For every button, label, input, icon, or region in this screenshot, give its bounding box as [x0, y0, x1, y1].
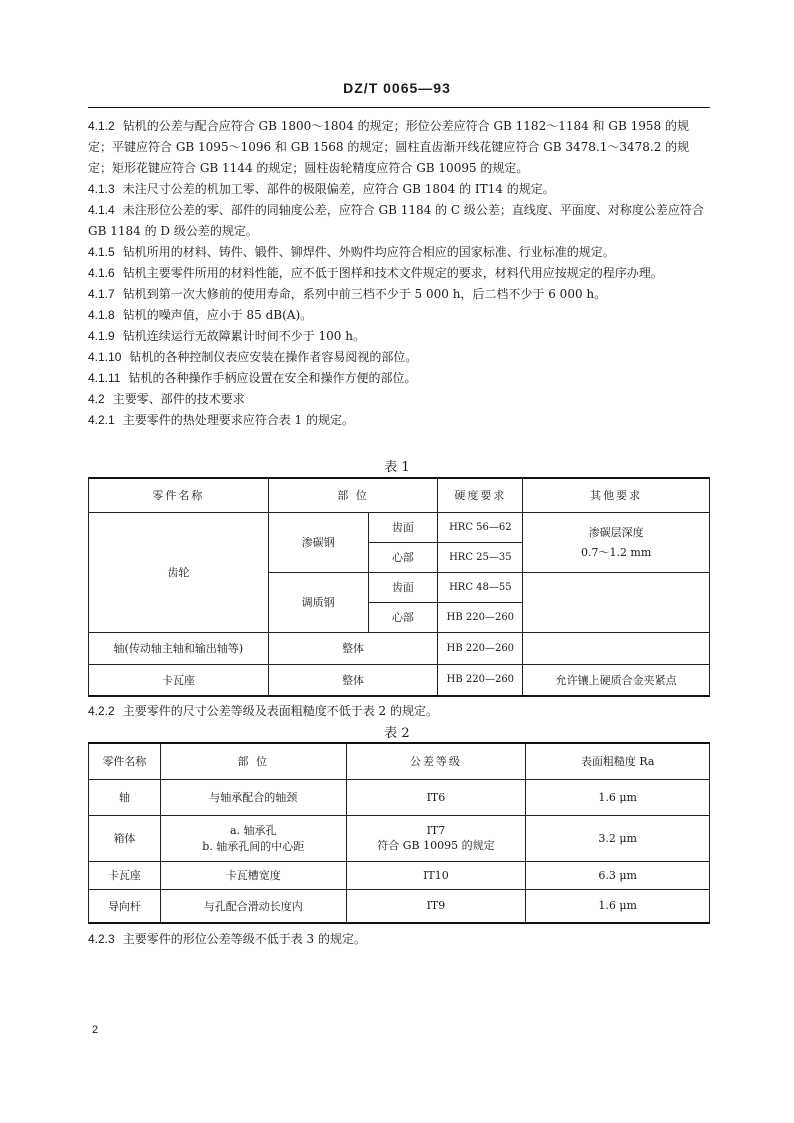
table1-header-name: 零件名称 [89, 478, 269, 512]
tolerance-grade-a: IT7 [426, 823, 446, 837]
chuck-part-cell: 整体 [268, 664, 438, 696]
roughness-cell: 6.3 μm [526, 861, 710, 889]
part-position-cell: 与轴承配合的轴颈 [160, 779, 346, 815]
core-cell: 心部 [368, 542, 438, 572]
table-row [89, 664, 710, 696]
document-code: DZ/T 0065—93 [343, 80, 451, 96]
chuck-other-cell: 允许镶上硬质合金夹紧点 [523, 664, 710, 696]
clause-4-2-3: 4.2.3 主要零件的形位公差等级不低于表 3 的规定。 [88, 932, 366, 946]
table1-header-part: 部 位 [268, 478, 438, 512]
table1-header-other: 其他要求 [523, 478, 710, 512]
shaft-part-cell: 整体 [268, 632, 438, 664]
part-position-cell [160, 815, 346, 861]
part-position-cell: 卡瓦槽宽度 [160, 861, 346, 889]
clause-4-2-2: 4.2.2 主要零件的尺寸公差等级及表面粗糙度不低于表 2 的规定。 [88, 704, 438, 718]
part-position-b: b. 轴承孔间的中心距 [202, 840, 305, 853]
table-row [89, 815, 710, 861]
table2-header-part: 部 位 [160, 743, 346, 779]
table2-header-grade: 公差等级 [346, 743, 526, 779]
table1-header-hardness: 硬度要求 [438, 478, 523, 512]
table-row [89, 512, 710, 542]
table1-header-row [89, 478, 710, 512]
core-cell: 心部 [368, 602, 438, 632]
tolerance-grade-cell [346, 815, 526, 861]
tolerance-grade-cell: IT9 [346, 889, 526, 923]
part-name-cell: 箱体 [89, 815, 161, 861]
part-name-cell: 轴 [89, 779, 161, 815]
part-position-a: a. 轴承孔 [229, 824, 277, 837]
empty-other-cell [523, 632, 710, 664]
table1-caption: 表 1 [384, 460, 410, 475]
quenched-steel-cell: 调质钢 [268, 572, 368, 632]
clause-4-1-6: 4.1.6 钻机主要零件所用的材料性能，应不低于图样和技术文件规定的要求，材料代用应按规定的程序办理。 [88, 266, 663, 280]
roughness-cell: 1.6 μm [526, 779, 710, 815]
clause-4-1-2: 4.1.2 钻机的公差与配合应符合 GB 1800～1804 的规定；形位公差应符合 GB 1182～1184 和 GB 1958 的规定；平键应符合 GB 1095～1096 和 GB 1568 的规定；圆柱直齿渐开线花键应符合 GB 3478.1～3478.2 的规定；矩形花键应符合 GB 1144 的规定；圆柱齿轮精度应符合 GB 10095 的规定。 [88, 119, 690, 175]
tolerance-grade-b: 符合 GB 10095 的规定 [377, 838, 495, 852]
clause-4-2-3-block [88, 929, 712, 950]
clause-4-1-10: 4.1.10 钻机的各种控制仪表应安装在操作者容易阅视的部位。 [88, 350, 418, 364]
case-depth-cell [523, 512, 710, 572]
tolerance-grade-cell: IT10 [346, 861, 526, 889]
table2-header-name: 零件名称 [89, 743, 161, 779]
chuck-name-cell: 卡瓦座 [89, 664, 269, 696]
clause-4-1-3: 4.1.3 未注尺寸公差的机加工零、部件的极限偏差，应符合 GB 1804 的 IT14 的规定。 [88, 182, 555, 196]
clause-4-2-1: 4.2.1 主要零件的热处理要求应符合表 1 的规定。 [88, 413, 354, 427]
gear-name-cell: 齿轮 [89, 512, 269, 632]
clause-4-1-11: 4.1.11 钻机的各种操作手柄应设置在安全和操作方便的部位。 [88, 371, 417, 385]
tooth-face-cell: 齿面 [368, 572, 438, 602]
table2-header-row [89, 743, 710, 779]
table-row [89, 779, 710, 815]
clause-4-2-heading: 4.2 主要零、部件的技术要求 [88, 392, 245, 406]
table2-header-roughness: 表面粗糙度 Ra [526, 743, 710, 779]
hardness-cell: HRC 48—55 [438, 572, 523, 602]
page-number: 2 [92, 1024, 99, 1036]
part-position-cell: 与孔配合滑动长度内 [160, 889, 346, 923]
table-row [89, 632, 710, 664]
case-depth-label: 渗碳层深度 [588, 526, 644, 539]
hardness-cell: HRC 56—62 [438, 512, 523, 542]
table1 [88, 477, 710, 697]
tooth-face-cell: 齿面 [368, 512, 438, 542]
roughness-cell: 1.6 μm [526, 889, 710, 923]
table2-caption: 表 2 [384, 726, 410, 741]
clause-4-1-5: 4.1.5 钻机所用的材料、铸件、锻件、铆焊件、外购件均应符合相应的国家标准、行业标准的规定。 [88, 245, 615, 259]
table2 [88, 742, 710, 924]
hardness-cell: HRC 25—35 [438, 542, 523, 572]
hardness-cell: HB 220—260 [438, 632, 523, 664]
table-row [89, 889, 710, 923]
empty-other-cell [523, 572, 710, 632]
clause-4-1-4: 4.1.4 未注形位公差的零、部件的同轴度公差，应符合 GB 1184 的 C 级公差；直线度、平面度、对称度公差应符合 GB 1184 的 D 级公差的规定。 [88, 203, 704, 238]
clause-4-1-7: 4.1.7 钻机到第一次大修前的使用寿命，系列中前三档不少于 5 000 h，后二档不少于 6 000 h。 [88, 287, 607, 301]
part-name-cell: 导向杆 [89, 889, 161, 923]
section-4-1-body [88, 116, 712, 431]
roughness-cell: 3.2 μm [526, 815, 710, 861]
header-divider [88, 107, 710, 108]
part-name-cell: 卡瓦座 [89, 861, 161, 889]
table-row [89, 861, 710, 889]
case-depth-value: 0.7～1.2 mm [580, 546, 652, 559]
clause-4-1-9: 4.1.9 钻机连续运行无故障累计时间不少于 100 h。 [88, 329, 365, 343]
hardness-cell: HB 220—260 [438, 602, 523, 632]
tolerance-grade-cell: IT6 [346, 779, 526, 815]
hardness-cell: HB 220—260 [438, 664, 523, 696]
clause-4-2-2-block [88, 701, 712, 722]
clause-4-1-8: 4.1.8 钻机的噪声值，应小于 85 dB(A)。 [88, 308, 313, 322]
carburized-steel-cell: 渗碳钢 [268, 512, 368, 572]
shaft-name-cell: 轴(传动轴主轴和输出轴等) [89, 632, 269, 664]
